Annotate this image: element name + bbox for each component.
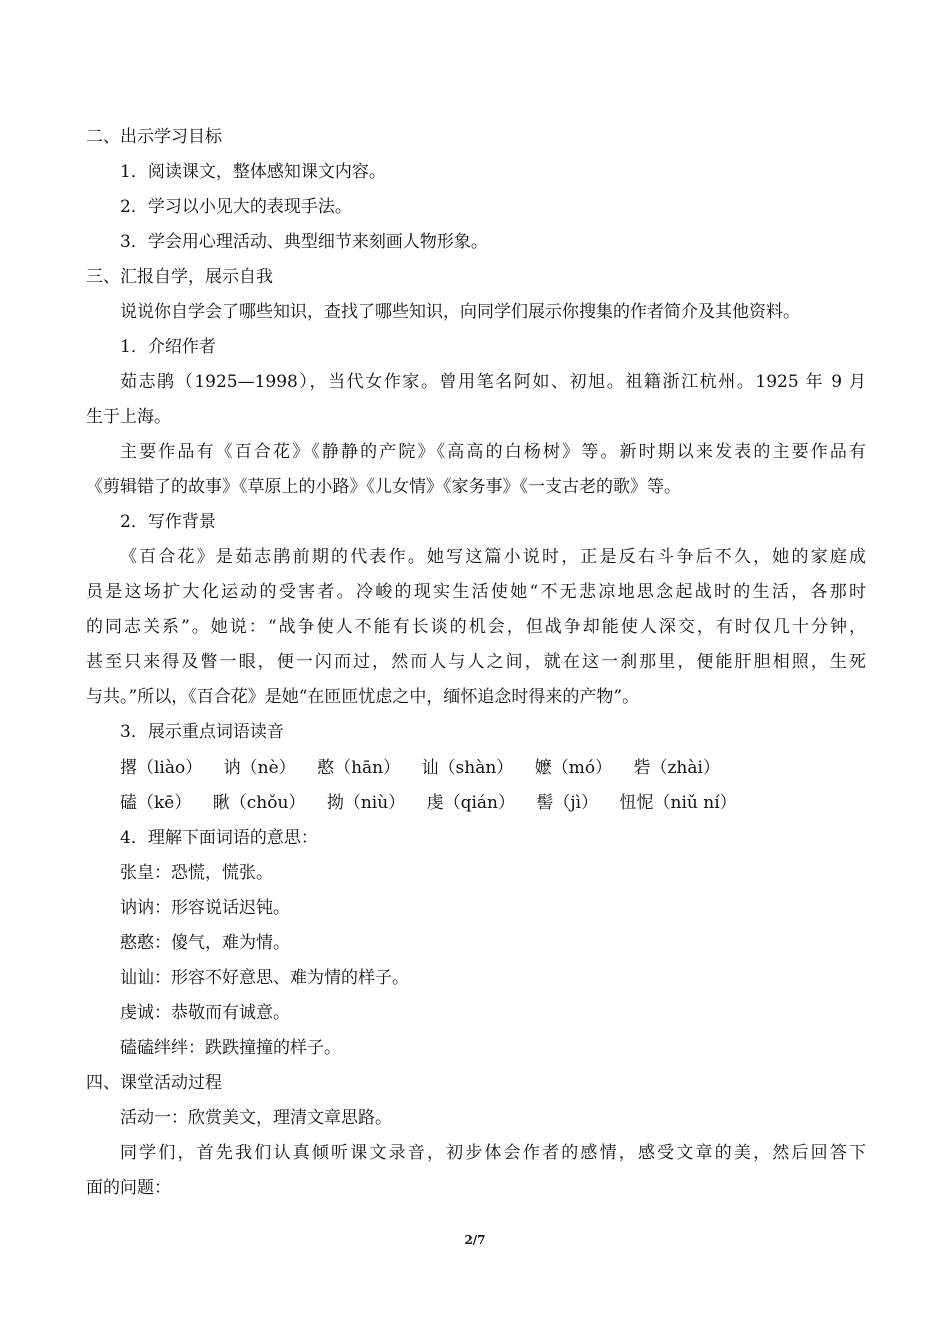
activity-para-line2: 面的问题： xyxy=(86,1178,171,1198)
pinyin-item: 讷（nè） xyxy=(223,758,296,778)
pinyin-item: 嬷（mó） xyxy=(534,758,613,778)
section-heading-activities: 四、课堂活动过程 xyxy=(86,1073,222,1093)
pinyin-item: 讪（shàn） xyxy=(421,758,514,778)
report-intro: 说说你自学会了哪些知识，查找了哪些知识，向同学们展示你搜集的作者简介及其他资料。 xyxy=(120,302,800,322)
pinyin-item: 磕（kē） xyxy=(120,793,192,813)
pinyin-item: 砦（zhài） xyxy=(633,758,720,778)
goal-item-1: 1．阅读课文，整体感知课文内容。 xyxy=(120,162,386,182)
author-para1-line1: 茹志鹃（1925—1998），当代女作家。曾用笔名阿如、初旭。祖籍浙江杭州。1925 年 9 月 xyxy=(120,372,866,392)
meanings-heading: 4．理解下面词语的意思： xyxy=(120,828,318,848)
background-line-2: 员是这场扩大化运动的受害者。冷峻的现实生活使她“不无悲凉地思念起战时的生活，各那时 xyxy=(86,582,866,602)
meaning-item: 讷讷：形容说话迟钝。 xyxy=(120,898,290,918)
section-heading-goals: 二、出示学习目标 xyxy=(86,127,222,147)
meaning-item: 张皇：恐慌，慌张。 xyxy=(120,863,273,883)
meaning-item: 讪讪：形容不好意思、难为情的样子。 xyxy=(120,968,409,988)
pronunciation-row-1 xyxy=(120,757,866,779)
pinyin-item: 虔（qián） xyxy=(426,793,515,813)
author-heading: 1．介绍作者 xyxy=(120,337,216,357)
pinyin-item: 髻（jì） xyxy=(536,793,599,813)
section-heading-report: 三、汇报自学，展示自我 xyxy=(86,267,273,287)
pronunciation-row-2 xyxy=(120,792,866,814)
author-para2-line1: 主要作品有《百合花》《静静的产院》《高高的白杨树》等。新时期以来发表的主要作品有 xyxy=(120,442,866,462)
author-para1-line2: 生于上海。 xyxy=(86,407,171,427)
pinyin-item: 瞅（chǒu） xyxy=(212,793,306,813)
pronunciation-heading: 3．展示重点词语读音 xyxy=(120,722,284,742)
activity-1: 活动一：欣赏美文，理清文章思路。 xyxy=(120,1108,392,1128)
pinyin-item: 忸怩（niǔ ní） xyxy=(619,793,737,813)
background-line-3: 的同志关系”。她说：“战争使人不能有长谈的机会，但战争却能使人深交，有时仅几十分钟， xyxy=(86,617,866,637)
meaning-item: 虔诚：恭敬而有诚意。 xyxy=(120,1003,290,1023)
goal-item-2: 2．学习以小见大的表现手法。 xyxy=(120,197,352,217)
background-line-4: 甚至只来得及瞥一眼，便一闪而过，然而人与人之间，就在这一刹那里，便能肝胆相照，生死 xyxy=(86,652,866,672)
meaning-item: 憨憨：傻气，难为情。 xyxy=(120,933,290,953)
page-number: 2/7 xyxy=(464,1233,486,1247)
goal-item-3: 3．学会用心理活动、典型细节来刻画人物形象。 xyxy=(120,232,488,252)
author-para2-line2: 《剪辑错了的故事》《草原上的小路》《儿女情》《家务事》《一支古老的歌》等。 xyxy=(86,477,681,497)
meaning-item: 磕磕绊绊：跌跌撞撞的样子。 xyxy=(120,1038,341,1058)
pinyin-item: 拗（niù） xyxy=(326,793,406,813)
background-heading: 2．写作背景 xyxy=(120,512,216,532)
pinyin-item: 撂（liào） xyxy=(120,758,203,778)
activity-para-line1: 同学们，首先我们认真倾听课文录音，初步体会作者的感情，感受文章的美，然后回答下 xyxy=(120,1143,866,1163)
background-line-1: 《百合花》是茹志鹃前期的代表作。她写这篇小说时，正是反右斗争后不久，她的家庭成 xyxy=(120,547,866,567)
pinyin-item: 憨（hān） xyxy=(317,758,401,778)
background-line-5: 与共。”所以，《百合花》是她“在匝匝忧虑之中，缅怀追念时得来的产物”。 xyxy=(86,687,640,707)
